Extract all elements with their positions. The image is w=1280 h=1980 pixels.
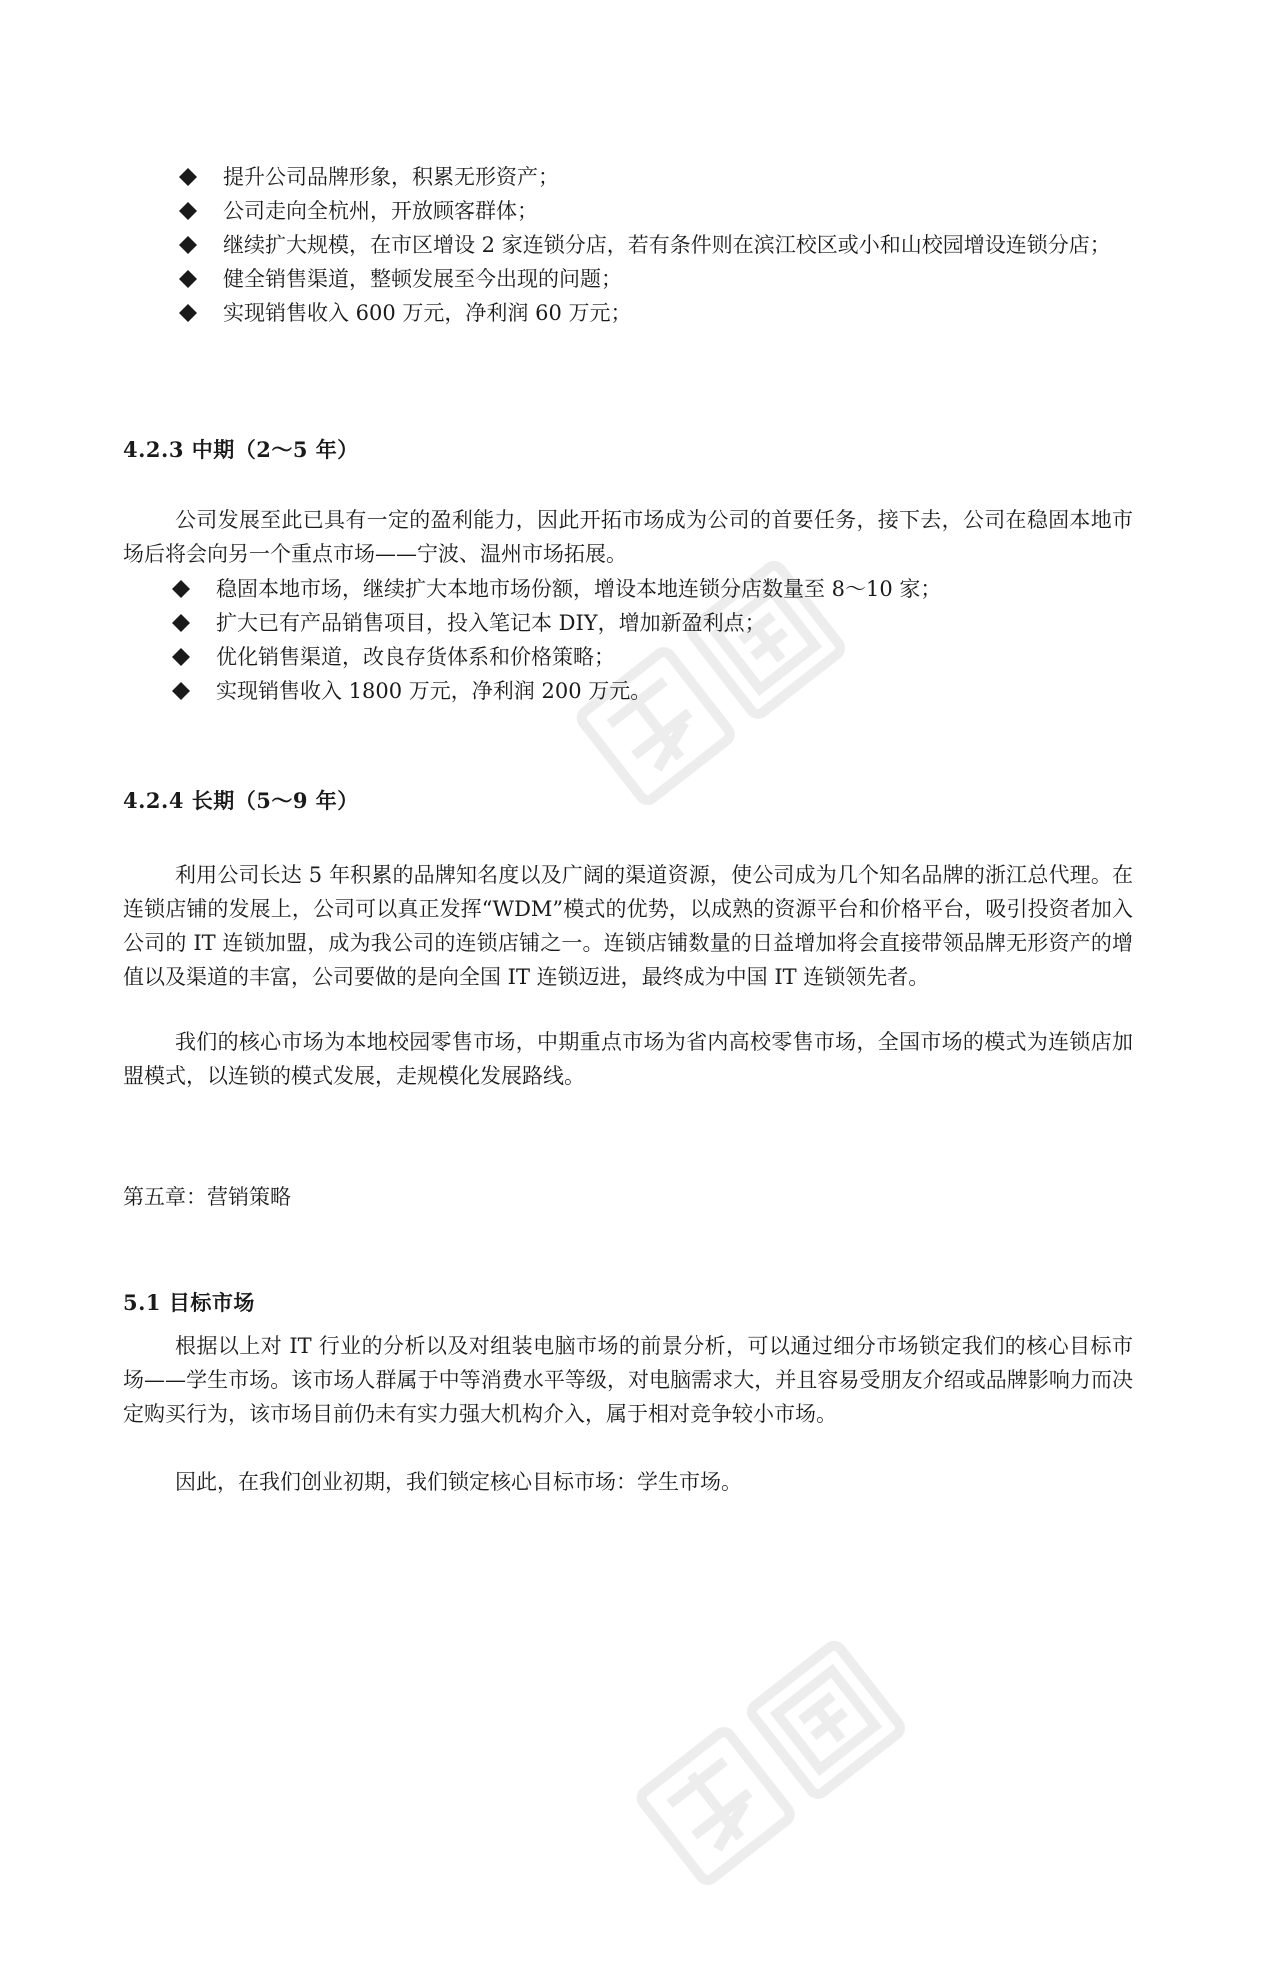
list-item-text: 健全销售渠道，整顿发展至今出现的问题； xyxy=(223,267,622,291)
short-term-goals-list xyxy=(175,160,1135,330)
list-item xyxy=(168,674,1128,708)
paragraph-423-intro: 公司发展至此已具有一定的盈利能力，因此开拓市场成为公司的首要任务，接下去，公司在稳固本地市场后将会向另一个重点市场——宁波、温州市场拓展。 xyxy=(123,508,1133,566)
list-item xyxy=(168,640,1128,674)
section-heading-423: 4.2.3 中期（2～5 年） xyxy=(123,437,359,462)
mid-term-goals-list xyxy=(168,572,1128,708)
list-item xyxy=(175,160,1135,194)
list-item-text: 公司走向全杭州，开放顾客群体； xyxy=(223,199,538,223)
diamond-bullet-icon xyxy=(179,304,197,322)
diamond-bullet-icon xyxy=(172,614,190,632)
section-heading-51: 5.1 目标市场 xyxy=(123,1290,255,1315)
list-item-text: 实现销售收入 600 万元，净利润 60 万元； xyxy=(223,301,632,325)
diamond-bullet-icon xyxy=(179,270,197,288)
section-heading-424: 4.2.4 长期（5～9 年） xyxy=(123,788,359,813)
diamond-bullet-icon xyxy=(179,168,197,186)
list-item xyxy=(168,606,1128,640)
list-item-text: 实现销售收入 1800 万元，净利润 200 万元。 xyxy=(216,679,652,703)
list-item xyxy=(168,572,1128,606)
list-item xyxy=(175,262,1135,296)
list-item-text: 提升公司品牌形象，积累无形资产； xyxy=(223,165,559,189)
diamond-bullet-icon xyxy=(172,580,190,598)
paragraph-51-1: 根据以上对 IT 行业的分析以及对组装电脑市场的前景分析，可以通过细分市场锁定我们的核心目标市场——学生市场。该市场人群属于中等消费水平等级，对电脑需求大，并且容易受朋友介绍或品牌影响力而决定购买行为，该市场目前仍未有实力强大机构介入，属于相对竞争较小市场。 xyxy=(123,1334,1133,1426)
list-item-text: 继续扩大规模，在市区增设 2 家连锁分店，若有条件则在滨江校区或小和山校园增设连锁分店； xyxy=(223,233,1111,257)
list-item xyxy=(175,296,1135,330)
watermark-stamp-icon xyxy=(560,1560,980,1980)
list-item-text: 稳固本地市场，继续扩大本地市场份额，增设本地连锁分店数量至 8～10 家； xyxy=(216,577,942,601)
paragraph-424-1: 利用公司长达 5 年积累的品牌知名度以及广阔的渠道资源，使公司成为几个知名品牌的浙江总代理。在连锁店铺的发展上，公司可以真正发挥“WDM”模式的优势，以成熟的资源平台和价格平台，吸引投资者加入公司的 IT 连锁加盟，成为我公司的连锁店铺之一。连锁店铺数量的日益增加将会直接带领品牌无形资产的增值以及渠道的丰富，公司要做的是向全国 IT 连锁迈进，最终成为中国 IT 连锁领先者。 xyxy=(123,863,1133,989)
diamond-bullet-icon xyxy=(172,648,190,666)
list-item-text: 优化销售渠道，改良存货体系和价格策略； xyxy=(216,645,615,669)
paragraph-51-2: 因此，在我们创业初期，我们锁定核心目标市场：学生市场。 xyxy=(175,1470,742,1494)
diamond-bullet-icon xyxy=(172,682,190,700)
paragraph-424-2: 我们的核心市场为本地校园零售市场，中期重点市场为省内高校零售市场，全国市场的模式为连锁店加盟模式，以连锁的模式发展，走规模化发展路线。 xyxy=(123,1030,1133,1088)
list-item xyxy=(175,228,1135,262)
diamond-bullet-icon xyxy=(179,202,197,220)
diamond-bullet-icon xyxy=(179,236,197,254)
list-item-text: 扩大已有产品销售项目，投入笔记本 DIY，增加新盈利点； xyxy=(216,611,766,635)
chapter-title: 第五章：营销策略 xyxy=(123,1185,291,1209)
list-item xyxy=(175,194,1135,228)
